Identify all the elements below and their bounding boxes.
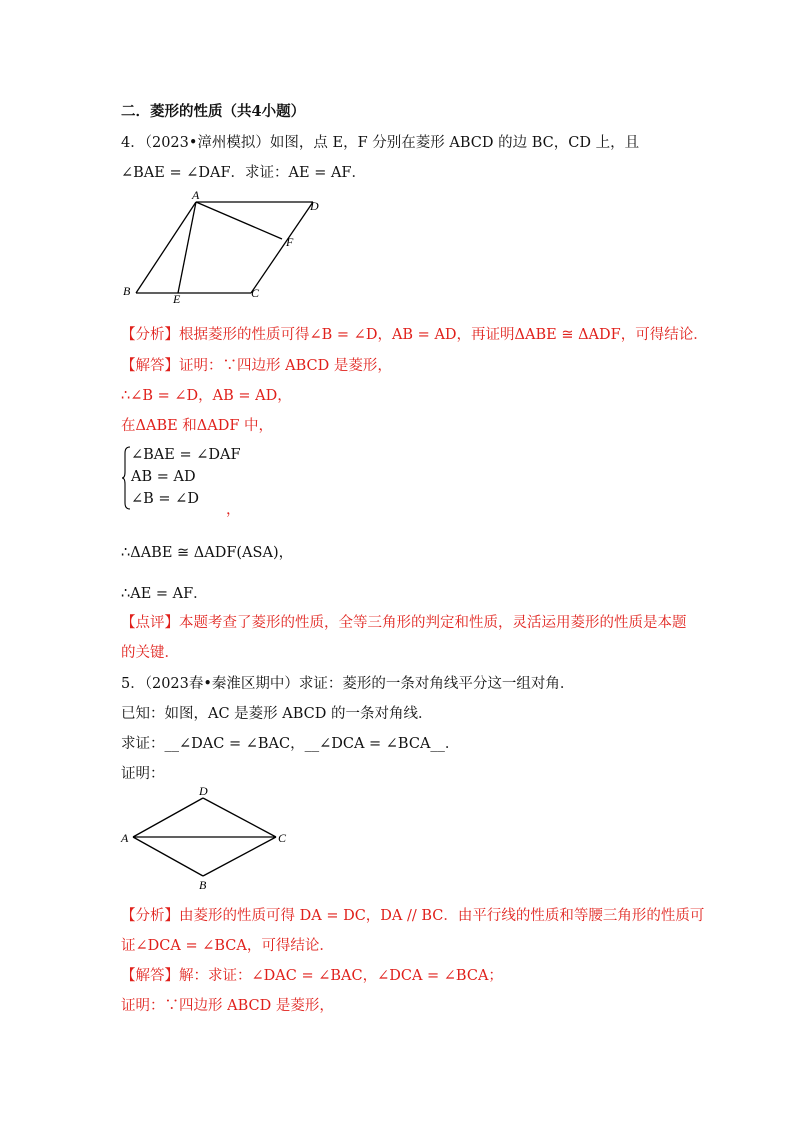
system-trailing-comma: ，	[226, 502, 241, 518]
problem5-statement-line4: 证明：	[121, 766, 165, 782]
problem4-comment-line1: 【点评】本题考查了菱形的性质，全等三角形的判定和性质，灵活运用菱形的性质是本题	[121, 615, 687, 631]
label-D: D	[199, 784, 208, 798]
label-B: B	[199, 878, 207, 892]
section-heading: 二．菱形的性质（共4小题）	[121, 103, 306, 120]
label-A: A	[121, 831, 129, 845]
problem5-statement-line3: 求证：__∠DAC = ∠BAC，__∠DCA = ∠BCA__．	[121, 736, 460, 752]
problem5-analysis-line2: 证∠DCA = ∠BCA，可得结论．	[121, 938, 334, 954]
label-D: D	[310, 199, 319, 213]
problem4-statement-line1: 4．（2023•漳州模拟）如图，点 E，F 分别在菱形 ABCD 的边 BC，CD 上，且	[121, 135, 640, 151]
problem5-answer-line1: 【解答】解：求证：∠DAC = ∠BAC，∠DCA = ∠BCA；	[121, 968, 503, 984]
problem4-comment-line2: 的关键．	[121, 645, 179, 661]
label-C: C	[251, 286, 260, 300]
label-A: A	[192, 190, 200, 202]
problem4-rhombus-figure	[118, 190, 328, 310]
problem5-answer-line2: 证明：∵四边形 ABCD 是菱形，	[121, 998, 334, 1014]
problem5-statement-line2: 已知：如图，AC 是菱形 ABCD 的一条对角线．	[121, 706, 433, 722]
problem5-rhombus-figure	[118, 780, 298, 892]
problem4-answer-line3: 在ΔABE 和ΔADF 中，	[121, 418, 274, 434]
system-row-2: AB = AD	[131, 469, 196, 485]
system-row-3: ∠B = ∠D	[131, 491, 199, 507]
label-B: B	[123, 284, 131, 298]
problem4-analysis: 【分析】根据菱形的性质可得∠B = ∠D，AB = AD，再证明ΔABE ≅ ΔADF，可得结论．	[121, 327, 708, 343]
label-F: F	[286, 235, 294, 249]
label-C: C	[278, 831, 287, 845]
label-E: E	[173, 292, 181, 306]
system-row-1: ∠BAE = ∠DAF	[131, 447, 241, 463]
problem4-answer-line5: ∴AE = AF．	[121, 586, 208, 602]
problem5-statement-line1: 5．（2023春•秦淮区期中）求证：菱形的一条对角线平分这一组对角．	[121, 676, 575, 692]
problem4-answer-line4: ∴ΔABE ≅ ΔADF(ASA)，	[121, 545, 294, 561]
problem4-equation-system	[121, 445, 271, 511]
problem4-answer-line2: ∴∠B = ∠D，AB = AD，	[121, 388, 292, 404]
problem4-statement-line2: ∠BAE = ∠DAF．求证：AE = AF．	[121, 165, 366, 181]
problem5-analysis-line1: 【分析】由菱形的性质可得 DA = DC，DA // BC．由平行线的性质和等腰三角形的性质可	[121, 908, 705, 924]
problem4-answer-line1: 【解答】证明：∵四边形 ABCD 是菱形，	[121, 358, 392, 374]
